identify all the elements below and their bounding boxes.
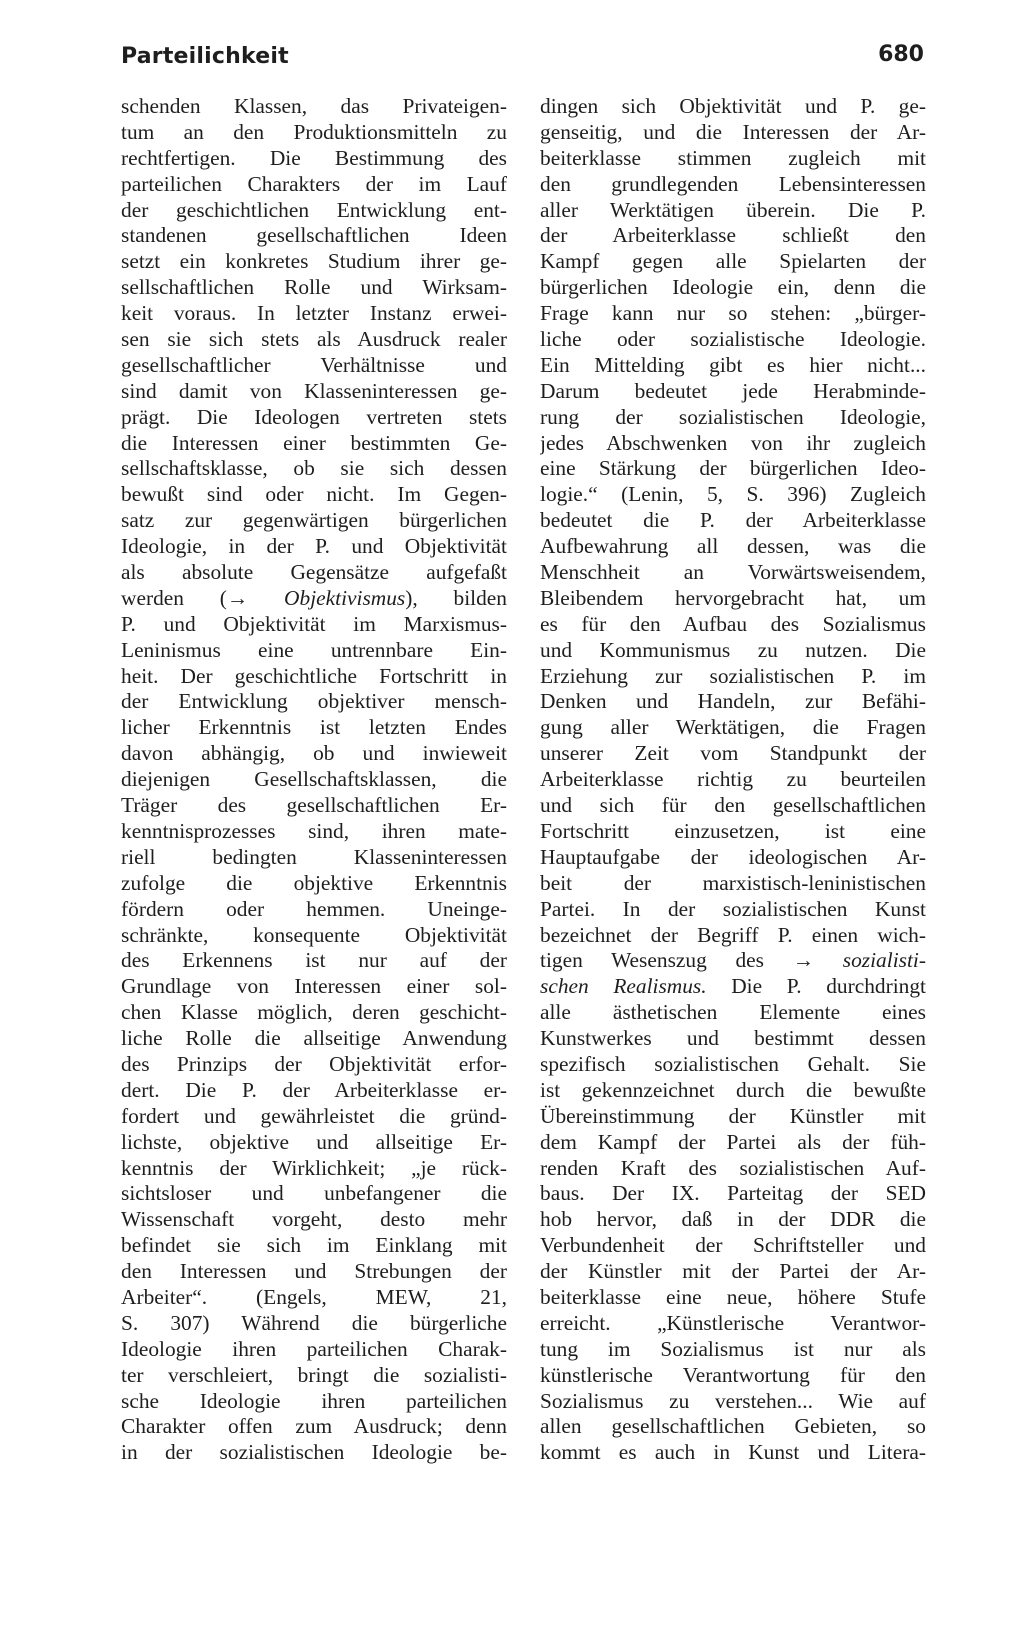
text-line: rung der sozialistischen Ideologie, [540, 404, 926, 429]
text-line: Grundlage von Interessen einer sol- [121, 974, 507, 999]
text-line: der Entwicklung objektiver mensch- [121, 689, 507, 714]
text-line: diejenigen Gesellschaftsklassen, die [121, 767, 507, 792]
text-line: baus. Der IX. Parteitag der SED [540, 1181, 926, 1206]
text-line: liche Rolle die allseitige Anwendung [121, 1026, 507, 1051]
text-line: Fortschritt einzusetzen, ist eine [540, 818, 926, 843]
text-line: Kampf gegen alle Spielarten der [540, 249, 926, 274]
text-line: sellschaftsklasse, ob sie sich dessen [121, 456, 507, 481]
text-line: Menschheit an Vorwärtsweisendem, [540, 560, 926, 585]
text-line: jedes Abschwenken von ihr zugleich [540, 430, 926, 455]
text-line: ter verschleiert, bringt die sozialisti- [121, 1362, 507, 1387]
text-line: zufolge die objektive Erkenntnis [121, 870, 507, 895]
text-line: Ein Mittelding gibt es hier nicht... [540, 352, 926, 377]
text-line: kenntnisprozesses sind, ihren mate- [121, 818, 507, 843]
text-line: gesellschaftlicher Verhältnisse und [121, 352, 507, 377]
text-line: die Interessen einer bestimmten Ge- [121, 430, 507, 455]
text-line: parteilichen Charakters der im Lauf [121, 171, 507, 196]
text-line: Übereinstimmung der Künstler mit [540, 1103, 926, 1128]
text-line: fördern oder hemmen. Uneinge- [121, 896, 507, 921]
text-line: des Prinzips der Objektivität erfor- [121, 1051, 507, 1076]
text-line: der Arbeiterklasse schließt den [540, 223, 926, 248]
text-line: sche Ideologie ihren parteilichen [121, 1388, 507, 1413]
text-line: spezifisch sozialistischen Gehalt. Sie [540, 1051, 926, 1076]
text-line: Träger des gesellschaftlichen Er- [121, 793, 507, 818]
text-line: sind damit von Klasseninteressen ge- [121, 378, 507, 403]
text-line: beit der marxistisch-leninistischen [540, 870, 926, 895]
text-line: Denken und Handeln, zur Befähi- [540, 689, 926, 714]
text-line: bürgerlichen Ideologie ein, denn die [540, 275, 926, 300]
text-line: erreicht. „Künstlerische Verantwor- [540, 1310, 926, 1335]
text-line: gung aller Werktätigen, die Fragen [540, 715, 926, 740]
text-line: der Künstler mit der Partei der Ar- [540, 1259, 926, 1284]
text-line: S. 307) Während die bürgerliche [121, 1310, 507, 1335]
text-line: logie.“ (Lenin, 5, S. 396) Zugleich [540, 482, 926, 507]
text-segment: Die P. durchdringt [706, 974, 926, 999]
text-line: satz zur gegenwärtigen bürgerlichen [121, 508, 507, 533]
text-line: rechtfertigen. Die Bestimmung des [121, 145, 507, 170]
text-line: bezeichnet der Begriff P. einen wich- [540, 922, 926, 947]
text-line: beiterklasse stimmen zugleich mit [540, 145, 926, 170]
text-line: künstlerische Verantwortung für den [540, 1362, 926, 1387]
text-line: beiterklasse eine neue, höhere Stufe [540, 1284, 926, 1309]
text-line: Frage kann nur so stehen: „bürger- [540, 301, 926, 326]
text-line: allen gesellschaftlichen Gebieten, so [540, 1414, 926, 1439]
text-line [121, 586, 507, 612]
text-line: schenden Klassen, das Privateigen- [121, 94, 507, 118]
text-segment: werden ( [121, 585, 227, 610]
text-line: sen sie sich stets als Ausdruck realer [121, 327, 507, 352]
text-line: Hauptaufgabe der ideologischen Ar- [540, 844, 926, 869]
text-line: Aufbewahrung all dessen, was die [540, 534, 926, 559]
text-line: dem Kampf der Partei als der füh- [540, 1129, 926, 1154]
text-line: unserer Zeit vom Standpunkt der [540, 741, 926, 766]
text-line: kommt es auch in Kunst und Litera- [540, 1440, 926, 1465]
text-line: den grundlegenden Lebensinteressen [540, 171, 926, 196]
text-line: fordert und gewährleistet die gründ- [121, 1103, 507, 1128]
text-line: Bleibendem hervorgebracht hat, um [540, 585, 926, 610]
text-line: Wissenschaft vorgeht, desto mehr [121, 1207, 507, 1232]
text-line: den Interessen und Strebungen der [121, 1259, 507, 1284]
text-line: Ideologie, in der P. und Objektivität [121, 534, 507, 559]
text-line: Verbundenheit der Schriftsteller und [540, 1233, 926, 1258]
italic-cross-reference: → sozialisti- [792, 948, 926, 973]
text-line: Ideologie ihren parteilichen Charak- [121, 1336, 507, 1361]
text-line: ist gekennzeichnet durch die bewußte [540, 1077, 926, 1102]
text-line: Arbeiterklasse richtig zu beurteilen [540, 767, 926, 792]
text-line: hob hervor, daß in der DDR die [540, 1207, 926, 1232]
text-line: chen Klasse möglich, deren geschicht- [121, 1000, 507, 1025]
text-line: Kunstwerkes und bestimmt dessen [540, 1026, 926, 1051]
right-text-column [540, 94, 926, 1466]
text-line: lichste, objektive und allseitige Er- [121, 1129, 507, 1154]
italic-cross-reference: schen Realismus. [540, 974, 707, 999]
text-line: liche oder sozialistische Ideologie. [540, 327, 926, 352]
text-line: des Erkennens ist nur auf der [121, 948, 507, 973]
text-line-content: tigen Wesenszug des [540, 948, 764, 973]
text-line: befindet sie sich im Einklang mit [121, 1233, 507, 1258]
text-line: riell bedingten Klasseninteressen [121, 844, 507, 869]
text-line: bewußt sind oder nicht. Im Gegen- [121, 482, 507, 507]
text-line: und sich für den gesellschaftlichen [540, 793, 926, 818]
text-line: Partei. In der sozialistischen Kunst [540, 896, 926, 921]
text-line: Charakter offen zum Ausdruck; denn [121, 1414, 507, 1439]
text-line: kenntnis der Wirklichkeit; „je rück- [121, 1155, 507, 1180]
text-line: setzt ein konkretes Studium ihrer ge- [121, 249, 507, 274]
italic-cross-reference: → Objektivismus [226, 585, 406, 610]
text-line: aller Werktätigen überein. Die P. [540, 197, 926, 222]
left-text-column [121, 94, 507, 1466]
text-line: als absolute Gegensätze aufgefaßt [121, 560, 507, 585]
text-segment: ), bilden [405, 585, 507, 610]
text-line: Leninismus eine untrennbare Ein- [121, 637, 507, 662]
text-line [540, 974, 926, 1000]
text-line: alle ästhetischen Elemente eines [540, 1000, 926, 1025]
text-line: Arbeiter“. (Engels, MEW, 21, [121, 1284, 507, 1309]
text-line: Sozialismus zu verstehen... Wie auf [540, 1388, 926, 1413]
text-line: prägt. Die Ideologen vertreten stets [121, 404, 507, 429]
text-line: P. und Objektivität im Marxismus- [121, 611, 507, 636]
text-line: davon abhängig, ob und inwieweit [121, 741, 507, 766]
text-line: dert. Die P. der Arbeiterklasse er- [121, 1077, 507, 1102]
text-line: keit voraus. In letzter Instanz erwei- [121, 301, 507, 326]
text-line: eine Stärkung der bürgerlichen Ideo- [540, 456, 926, 481]
text-line: dingen sich Objektivität und P. ge- [540, 94, 926, 118]
text-line: tum an den Produktionsmitteln zu [121, 119, 507, 144]
text-line: sellschaftlichen Rolle und Wirksam- [121, 275, 507, 300]
text-line: der geschichtlichen Entwicklung ent- [121, 197, 507, 222]
text-line: bedeutet die P. der Arbeiterklasse [540, 508, 926, 533]
text-line: es für den Aufbau des Sozialismus [540, 611, 926, 636]
text-line: Erziehung zur sozialistischen P. im [540, 663, 926, 688]
text-line: licher Erkenntnis ist letzten Endes [121, 715, 507, 740]
text-line: standenen gesellschaftlichen Ideen [121, 223, 507, 248]
text-line: sichtsloser und unbefangener die [121, 1181, 507, 1206]
text-line: genseitig, und die Interessen der Ar- [540, 119, 926, 144]
running-head-title: Parteilichkeit [121, 44, 289, 69]
text-line: schränkte, konsequente Objektivität [121, 922, 507, 947]
text-line [540, 948, 926, 974]
text-line: tung im Sozialismus ist nur als [540, 1336, 926, 1361]
text-line: und Kommunismus zu nutzen. Die [540, 637, 926, 662]
text-line: renden Kraft des sozialistischen Auf- [540, 1155, 926, 1180]
text-line: Darum bedeutet jede Herabminde- [540, 378, 926, 403]
text-line: heit. Der geschichtliche Fortschritt in [121, 663, 507, 688]
text-line: in der sozialistischen Ideologie be- [121, 1440, 507, 1465]
page-number: 680 [878, 42, 924, 67]
